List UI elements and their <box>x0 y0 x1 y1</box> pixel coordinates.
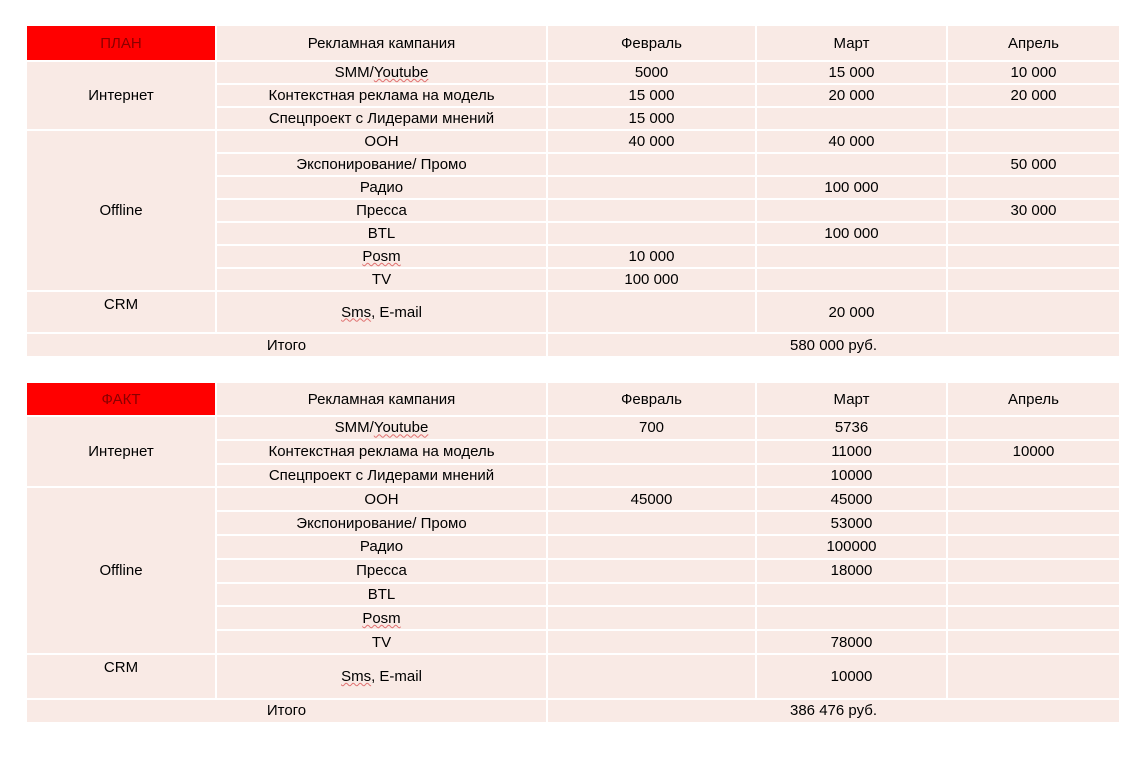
value-cell <box>947 511 1120 535</box>
campaign-item: OOH <box>216 487 547 511</box>
header-row <box>26 25 1120 61</box>
plan-table <box>25 24 1121 358</box>
header-month: Апрель <box>947 382 1120 416</box>
value-cell <box>547 535 756 559</box>
value-cell <box>756 268 947 291</box>
value-cell: 100 000 <box>756 222 947 245</box>
value-cell <box>947 291 1120 333</box>
campaign-item: Контекстная реклама на модель <box>216 440 547 464</box>
value-cell <box>947 487 1120 511</box>
value-cell <box>756 107 947 130</box>
campaign-item: Posm <box>216 606 547 630</box>
fact-table <box>25 381 1121 724</box>
campaign-item: Экспонирование/ Промо <box>216 511 547 535</box>
value-cell: 15 000 <box>547 107 756 130</box>
campaign-item: Спецпроект с Лидерами мнений <box>216 464 547 488</box>
value-cell <box>947 535 1120 559</box>
value-cell: 18000 <box>756 559 947 583</box>
value-cell <box>947 464 1120 488</box>
value-cell: 10 000 <box>947 61 1120 84</box>
table-label: ПЛАН <box>26 25 216 61</box>
campaign-item: Пресса <box>216 199 547 222</box>
value-cell: 40 000 <box>547 130 756 153</box>
category-internet: Интернет <box>26 61 216 130</box>
campaign-item: Пресса <box>216 559 547 583</box>
value-cell: 15 000 <box>547 84 756 107</box>
value-cell <box>756 153 947 176</box>
value-cell: 45000 <box>547 487 756 511</box>
value-cell <box>756 245 947 268</box>
value-cell: 20 000 <box>756 291 947 333</box>
total-row <box>26 333 1120 357</box>
value-cell: 10000 <box>947 440 1120 464</box>
campaign-item: Экспонирование/ Промо <box>216 153 547 176</box>
value-cell: 10000 <box>756 654 947 699</box>
value-cell: 700 <box>547 416 756 440</box>
value-cell <box>547 654 756 699</box>
value-cell <box>947 583 1120 607</box>
campaign-item: Sms, E-mail <box>216 291 547 333</box>
value-cell <box>756 606 947 630</box>
value-cell <box>547 464 756 488</box>
value-cell <box>947 130 1120 153</box>
total-row <box>26 699 1120 723</box>
campaign-item: Радио <box>216 535 547 559</box>
value-cell <box>947 245 1120 268</box>
campaign-item: TV <box>216 268 547 291</box>
total-label: Итого <box>26 699 547 723</box>
header-month: Апрель <box>947 25 1120 61</box>
campaign-item: Sms, E-mail <box>216 654 547 699</box>
total-value: 580 000 руб. <box>547 333 1120 357</box>
value-cell <box>547 583 756 607</box>
value-cell <box>547 222 756 245</box>
value-cell <box>947 606 1120 630</box>
table-row <box>26 130 1120 153</box>
value-cell <box>947 654 1120 699</box>
category-offline: Offline <box>26 130 216 291</box>
campaign-item: SMM/Youtube <box>216 61 547 84</box>
category-crm: CRM <box>26 291 216 333</box>
value-cell <box>547 440 756 464</box>
header-month: Февраль <box>547 382 756 416</box>
value-cell: 30 000 <box>947 199 1120 222</box>
table-row <box>26 416 1120 440</box>
table-label: ФАКТ <box>26 382 216 416</box>
value-cell <box>756 583 947 607</box>
value-cell: 100 000 <box>547 268 756 291</box>
campaign-item: TV <box>216 630 547 654</box>
value-cell <box>947 416 1120 440</box>
header-month: Март <box>756 382 947 416</box>
value-cell <box>547 199 756 222</box>
header-row <box>26 382 1120 416</box>
campaign-item: Контекстная реклама на модель <box>216 84 547 107</box>
value-cell <box>547 176 756 199</box>
header-campaign: Рекламная кампания <box>216 382 547 416</box>
campaign-item: Posm <box>216 245 547 268</box>
value-cell: 10000 <box>756 464 947 488</box>
value-cell: 10 000 <box>547 245 756 268</box>
value-cell <box>547 606 756 630</box>
value-cell <box>756 199 947 222</box>
value-cell <box>947 176 1120 199</box>
table-row <box>26 61 1120 84</box>
value-cell: 15 000 <box>756 61 947 84</box>
value-cell: 50 000 <box>947 153 1120 176</box>
header-campaign: Рекламная кампания <box>216 25 547 61</box>
campaign-item: SMM/Youtube <box>216 416 547 440</box>
value-cell: 100 000 <box>756 176 947 199</box>
value-cell <box>547 511 756 535</box>
campaign-item: OOH <box>216 130 547 153</box>
value-cell <box>947 268 1120 291</box>
value-cell <box>547 153 756 176</box>
table-row <box>26 487 1120 511</box>
value-cell: 45000 <box>756 487 947 511</box>
value-cell: 53000 <box>756 511 947 535</box>
category-internet: Интернет <box>26 416 216 487</box>
value-cell: 20 000 <box>947 84 1120 107</box>
value-cell <box>947 559 1120 583</box>
campaign-item: Спецпроект с Лидерами мнений <box>216 107 547 130</box>
campaign-item: Радио <box>216 176 547 199</box>
category-crm: CRM <box>26 654 216 699</box>
value-cell: 40 000 <box>756 130 947 153</box>
table-row <box>26 654 1120 699</box>
campaign-item: BTL <box>216 222 547 245</box>
value-cell <box>947 107 1120 130</box>
value-cell <box>947 222 1120 245</box>
value-cell <box>947 630 1120 654</box>
total-label: Итого <box>26 333 547 357</box>
table-row <box>26 291 1120 333</box>
value-cell: 78000 <box>756 630 947 654</box>
total-value: 386 476 руб. <box>547 699 1120 723</box>
value-cell <box>547 559 756 583</box>
category-offline: Offline <box>26 487 216 654</box>
header-month: Март <box>756 25 947 61</box>
value-cell: 100000 <box>756 535 947 559</box>
header-month: Февраль <box>547 25 756 61</box>
value-cell <box>547 630 756 654</box>
value-cell <box>547 291 756 333</box>
campaign-item: BTL <box>216 583 547 607</box>
value-cell: 5736 <box>756 416 947 440</box>
value-cell: 5000 <box>547 61 756 84</box>
value-cell: 11000 <box>756 440 947 464</box>
value-cell: 20 000 <box>756 84 947 107</box>
